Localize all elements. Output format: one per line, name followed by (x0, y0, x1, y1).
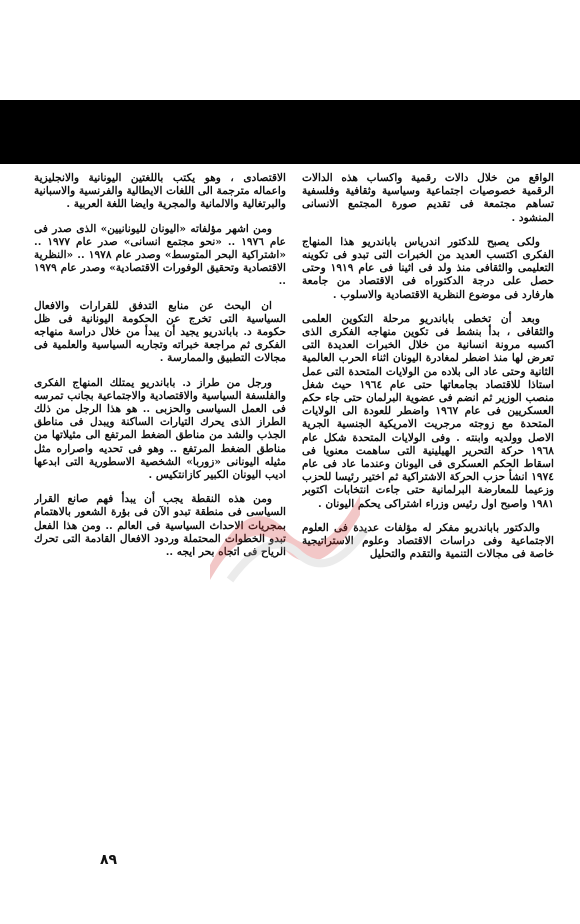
paragraph: ان البحث عن منابع التدفق للقرارات والافعال السياسية التى تخرج عن الحكومة اليونانية فى ظل حكومة د. باباندريو يجيد أن يبدأ من خلال دراسة منهاجه الفكرى ثم مراجعة خبراته وتجاربه السياسية والعلمية فى مجالات التطبيق والممارسة . (34, 299, 286, 365)
page-number: ٨٩ (100, 852, 118, 868)
paragraph: الواقع من خلال دالات رقمية واكساب هذه الدالات الرقمية خصوصيات اجتماعية وسياسية وثقافية وفلسفية تساهم مجتمعة فى تقديم صورة المجتمع الانسانى المنشود . (302, 172, 554, 224)
paragraph: والدكتور باباندريو مفكر له مؤلفات عديدة فى العلوم الاجتماعية وفى دراسات الاقتصاد وعلوم الاستراتيجية خاصة فى مجالات التنمية والتقدم والتحليل (302, 521, 554, 561)
right-column (302, 172, 554, 862)
black-header-band (0, 100, 580, 164)
paragraph: ومن اشهر مؤلفاته «اليونان لليونانيين» الذى صدر فى عام ١٩٧٦ .. «نحو مجتمع انسانى» صدر عام ١٩٧٧ .. «اشتراكية البحر المتوسط» وصدر عام ١٩٧٨ .. «النظرية الاقتصادية وتحقيق الوفورات الاقتصادية» وصدر عام ١٩٧٩ .. (34, 222, 286, 288)
paragraph: الاقتصادى ، وهو يكتب باللغتين اليونانية والانجليزية واعماله مترجمة الى اللغات الايطالية والفرنسية والاسبانية والبرتغالية والالمانية والمجرية وايضا اللغة العربية . (34, 172, 286, 211)
article-columns (34, 172, 554, 862)
paragraph: ورجل من طراز د. باباندريو يمتلك المنهاج الفكرى والفلسفة السياسية والاقتصادية والاجتماعية بجانب تمرسه فى العمل السياسى والحزبى .. هو هذا الرجل من ذلك الطراز الذى يحرك التيارات الساكنة ويبدل فى مناطق الجذب والشد من مناطق الضغط المرتفع الى مثيلاتها من مناطق الضغط المرتفع .. وهو فى تحديه واصراره مثل مثيله اليونانى «زوربا» الشخصية الاسطورية التى ابدعها اديب اليونان الكبير كازانتكيس . (34, 376, 286, 482)
top-margin (0, 0, 580, 100)
paragraph: ومن هذه النقطة يجب أن يبدأ فهم صانع القرار السياسى فى منطقة تبدو الآن فى بؤرة الشعور بالاهتمام بمجريات الاحداث السياسية فى العالم .. ومن هذا الفعل تبدو الخطوات المحتملة وردود الافعال القادمة التى تحرك الرياح فى اتجاه بحر ايجه .. (34, 493, 286, 559)
left-column (34, 172, 286, 862)
paragraph: وبعد أن تخطى باباندريو مرحلة التكوين العلمى والثقافى ، بدأ بنشط فى تكوين منهاجه الفكرى الذى اكسبه مرونة انسانية من خلال الخبرات العديدة التى تعرض لها منذ اضطر لمغادرة اليونان اثناء الحرب العالمية الثانية وحتى عاد الى بلاده من الولايات المتحدة التى عمل استاذا للاقتصاد بجامعاتها حتى عام ١٩٦٤ حيث شغل منصب الوزير ثم انضم فى عضوية البرلمان حتى جاء حكم العسكريين فى عام ١٩٦٧ واضطر للعودة الى الولايات المتحدة مع زوجته مرجريت الامريكية الجنسية الجرية الاصل وولديه وابنته . وفى الولايات المتحدة شكل عام ١٩٦٨ حركة التحرير الهيلينية التى ساهمت معنويا فى اسقاط الحكم العسكرى فى اليونان وعندما عاد فى عام ١٩٧٤ انشأ حزب الحركة الاشتراكية ثم اختير رئيسا للحزب وزعيما للمعارضة البرلمانية حتى جاءت انتخابات اكتوبر ١٩٨١ واصبح اول رئيس وزراء اشتراكى يحكم اليونان . (302, 312, 554, 510)
paragraph: ولكى يصبح للدكتور اندرياس باباندريو هذا المنهاج الفكرى اكتسب العديد من الخبرات التى تبدو فى تكوينه التعليمى والثقافى منذ ولد فى اثينا فى عام ١٩١٩ وحتى حصل على درجة الدكتوراه فى الاقتصاد من جامعة هارفارد فى موضوع النظرية الاقتصادية والاسلوب . (302, 235, 554, 301)
